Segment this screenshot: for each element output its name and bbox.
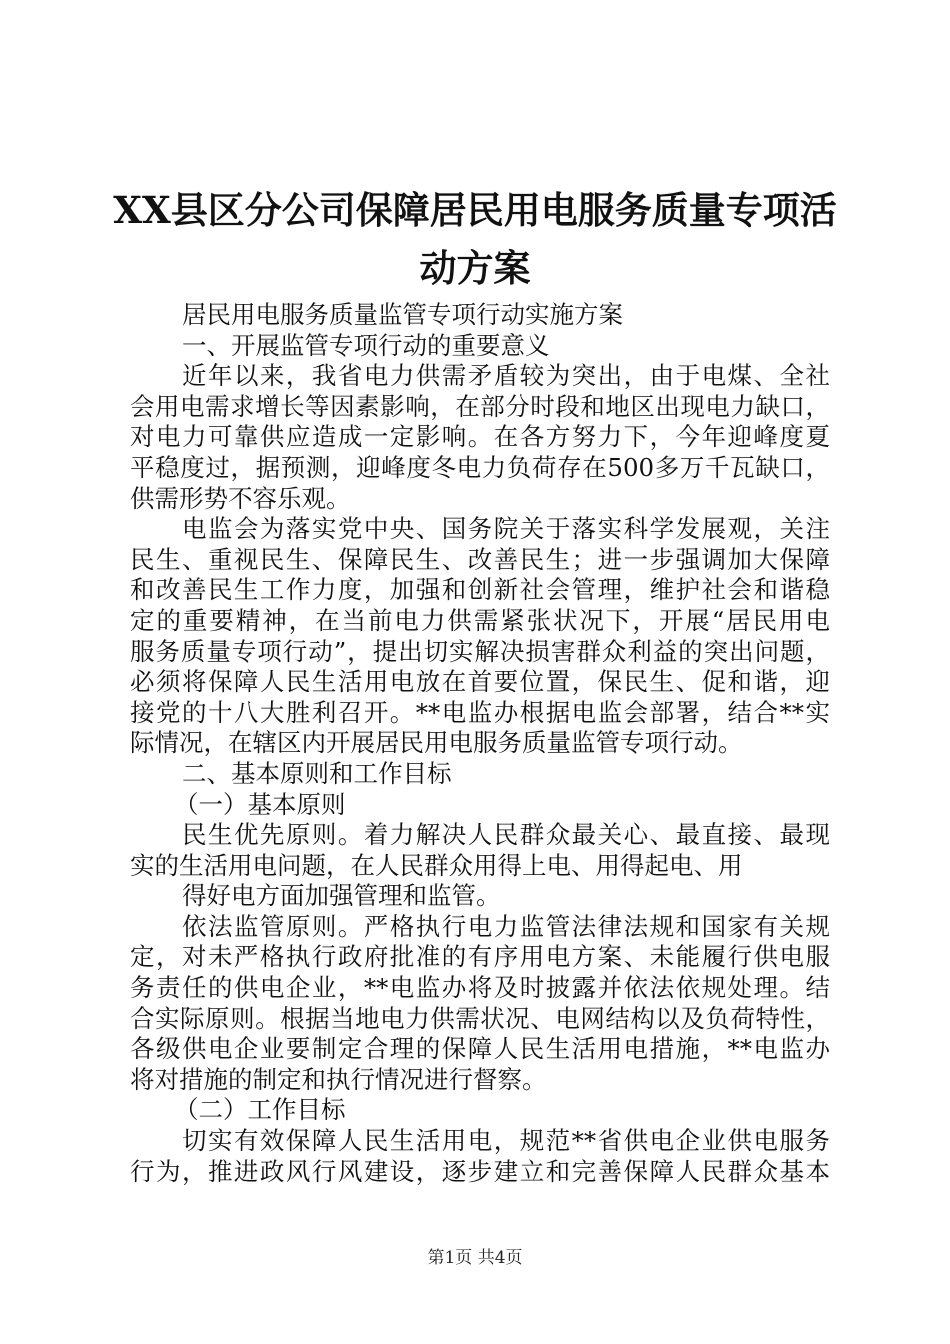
paragraph-line: 服务质量专项行动”，提出切实解决损害群众利益的突出问题， bbox=[130, 636, 830, 666]
paragraph-line: 依法监管原则。严格执行电力监管法律法规和国家有关规 bbox=[182, 911, 830, 941]
paragraph-line: 供需形势不容乐观。 bbox=[130, 483, 351, 513]
paragraph-line: 平稳度过，据预测，迎峰度冬电力负荷存在500多万千瓦缺口， bbox=[130, 452, 830, 482]
paragraph-line: 必须将保障人民生活用电放在首要位置，保民生、促和谐，迎 bbox=[130, 667, 830, 697]
document-title-line-1: XX县区分公司保障居民用电服务质量专项活 bbox=[113, 188, 837, 232]
paragraph-line: 电监会为落实党中央、国务院关于落实科学发展观，关注 bbox=[182, 514, 830, 544]
paragraph-line: 接党的十八大胜利召开。**电监办根据电监会部署，结合**实 bbox=[130, 697, 830, 727]
paragraph-line: 务责任的供电企业，**电监办将及时披露并依法依规处理。结 bbox=[130, 973, 830, 1003]
paragraph-line: 定，对未严格执行政府批准的有序用电方案、未能履行供电服 bbox=[130, 942, 830, 972]
paragraph-line: 得好电方面加强管理和监管。 bbox=[182, 881, 501, 911]
document-title-line-2: 动方案 bbox=[419, 246, 531, 290]
page-number-footer: 第1页 共4页 bbox=[427, 1248, 523, 1268]
paragraph-line: 定的重要精神，在当前电力供需紧张状况下，开展“居民用电 bbox=[130, 605, 830, 635]
paragraph-line: 行为，推进政风行风建设，逐步建立和完善保障人民群众基本 bbox=[130, 1156, 830, 1186]
paragraph-line: 将对措施的制定和执行情况进行督察。 bbox=[130, 1064, 547, 1094]
paragraph-line: 民生优先原则。着力解决人民群众最关心、最直接、最现 bbox=[182, 820, 830, 850]
section-heading-1: 一、开展监管专项行动的重要意义 bbox=[182, 330, 550, 360]
paragraph-line: 和改善民生工作力度，加强和创新社会管理，维护社会和谐稳 bbox=[130, 575, 830, 605]
document-body bbox=[130, 300, 830, 1187]
subsection-heading-1: （一）基本原则 bbox=[174, 789, 346, 819]
paragraph-line: 近年以来，我省电力供需矛盾较为突出，由于电煤、全社 bbox=[182, 361, 830, 391]
paragraph-line: 对电力可靠供应造成一定影响。在各方努力下，今年迎峰度夏 bbox=[130, 422, 830, 452]
paragraph-line: 民生、重视民生、保障民生、改善民生；进一步强调加大保障 bbox=[130, 544, 830, 574]
paragraph-line: 各级供电企业要制定合理的保障人民生活用电措施，**电监办 bbox=[130, 1034, 830, 1064]
subsection-heading-2: （二）工作目标 bbox=[174, 1095, 346, 1125]
subtitle-line: 居民用电服务质量监管专项行动实施方案 bbox=[182, 300, 623, 329]
paragraph-line: 合实际原则。根据当地电力供需状况、电网结构以及负荷特性， bbox=[130, 1003, 830, 1033]
section-heading-2: 二、基本原则和工作目标 bbox=[182, 758, 452, 788]
paragraph-line: 际情况，在辖区内开展居民用电服务质量监管专项行动。 bbox=[130, 728, 743, 758]
paragraph-line: 会用电需求增长等因素影响，在部分时段和地区出现电力缺口， bbox=[130, 391, 830, 421]
paragraph-line: 切实有效保障人民生活用电，规范**省供电企业供电服务 bbox=[182, 1126, 830, 1156]
paragraph-line: 实的生活用电问题，在人民群众用得上电、用得起电、用 bbox=[130, 850, 743, 880]
